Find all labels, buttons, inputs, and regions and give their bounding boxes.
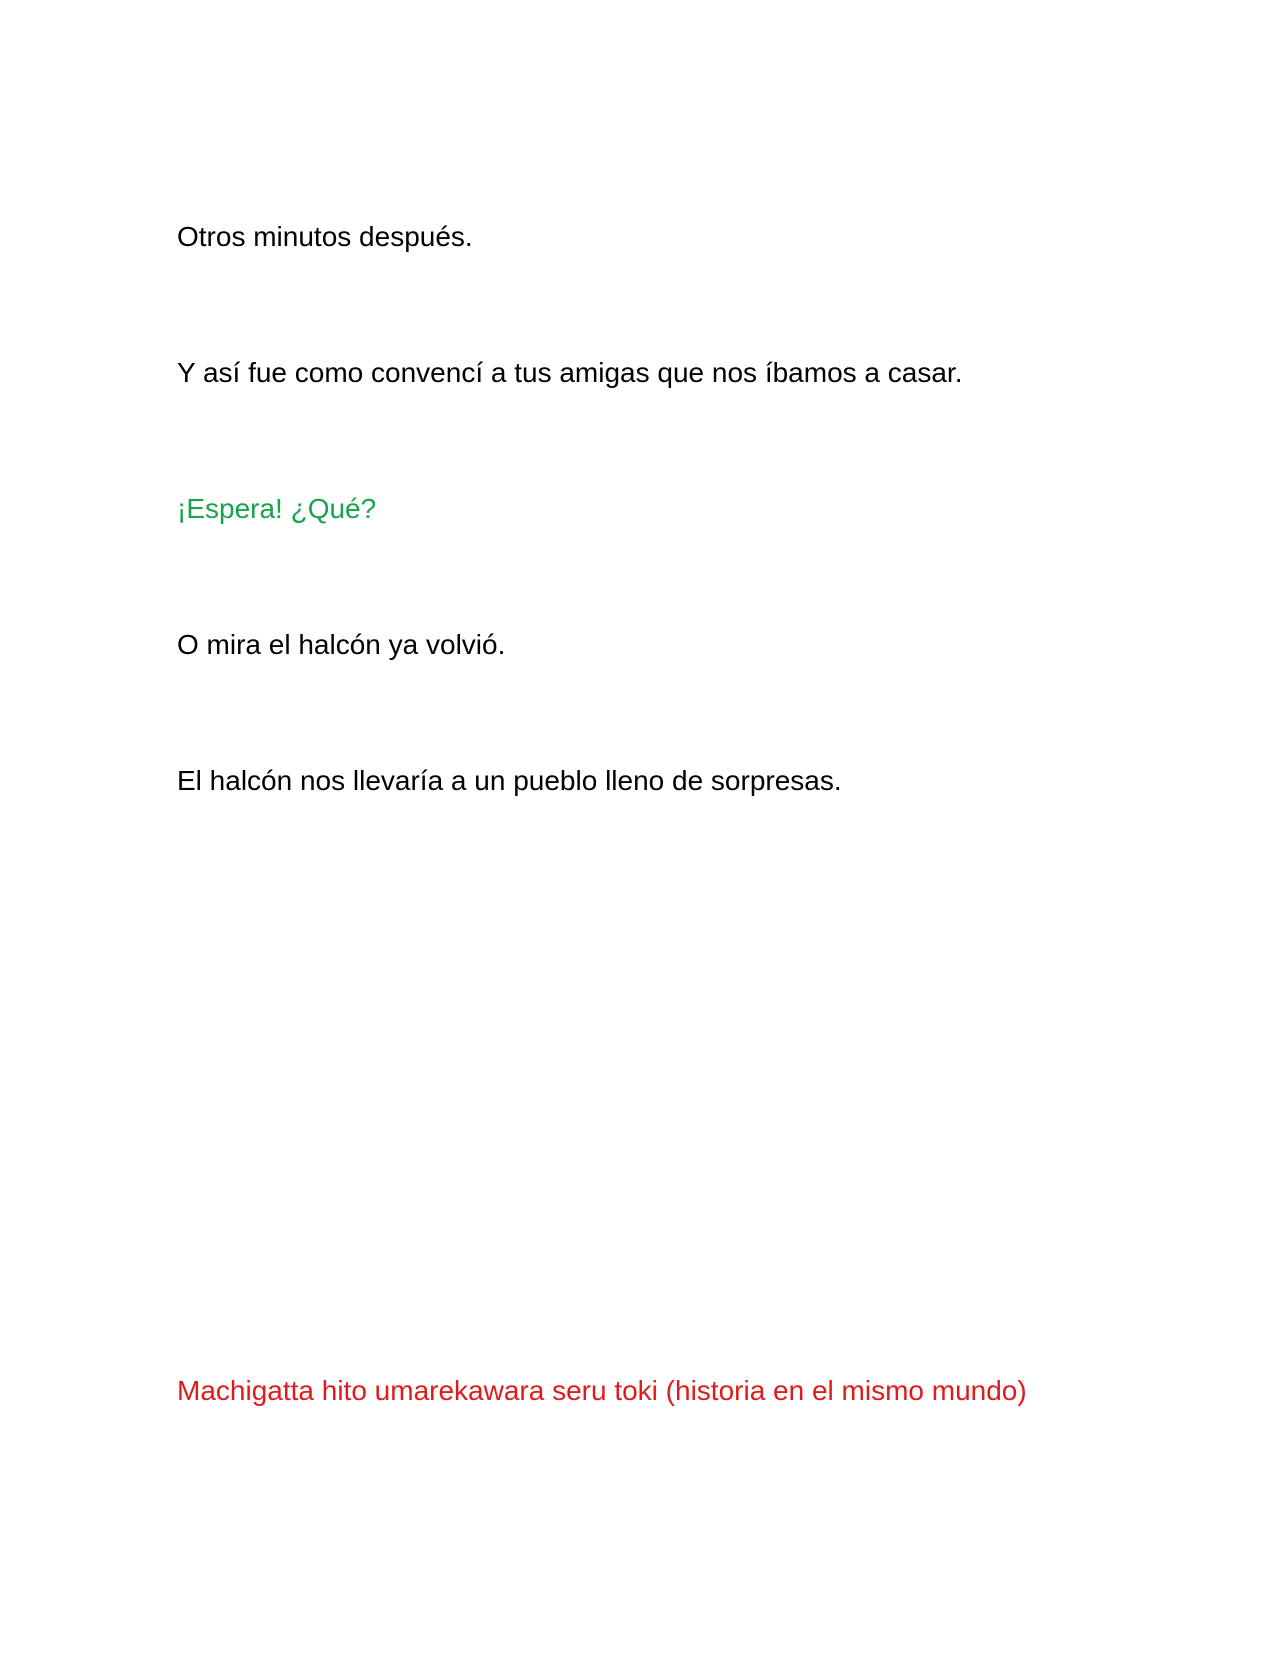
story-title-red: Machigatta hito umarekawara seru toki (historia en el mismo mundo) [177, 1375, 1027, 1406]
dialogue-line-green: ¡Espera! ¿Qué? [177, 493, 377, 524]
narration-line-3: O mira el halcón ya volvió. [177, 629, 506, 660]
narration-line-4: El halcón nos llevaría a un pueblo lleno de sorpresas. [177, 765, 842, 796]
narration-line-2: Y así fue como convencí a tus amigas que nos íbamos a casar. [177, 357, 963, 388]
narration-line-1: Otros minutos después. [177, 221, 473, 252]
